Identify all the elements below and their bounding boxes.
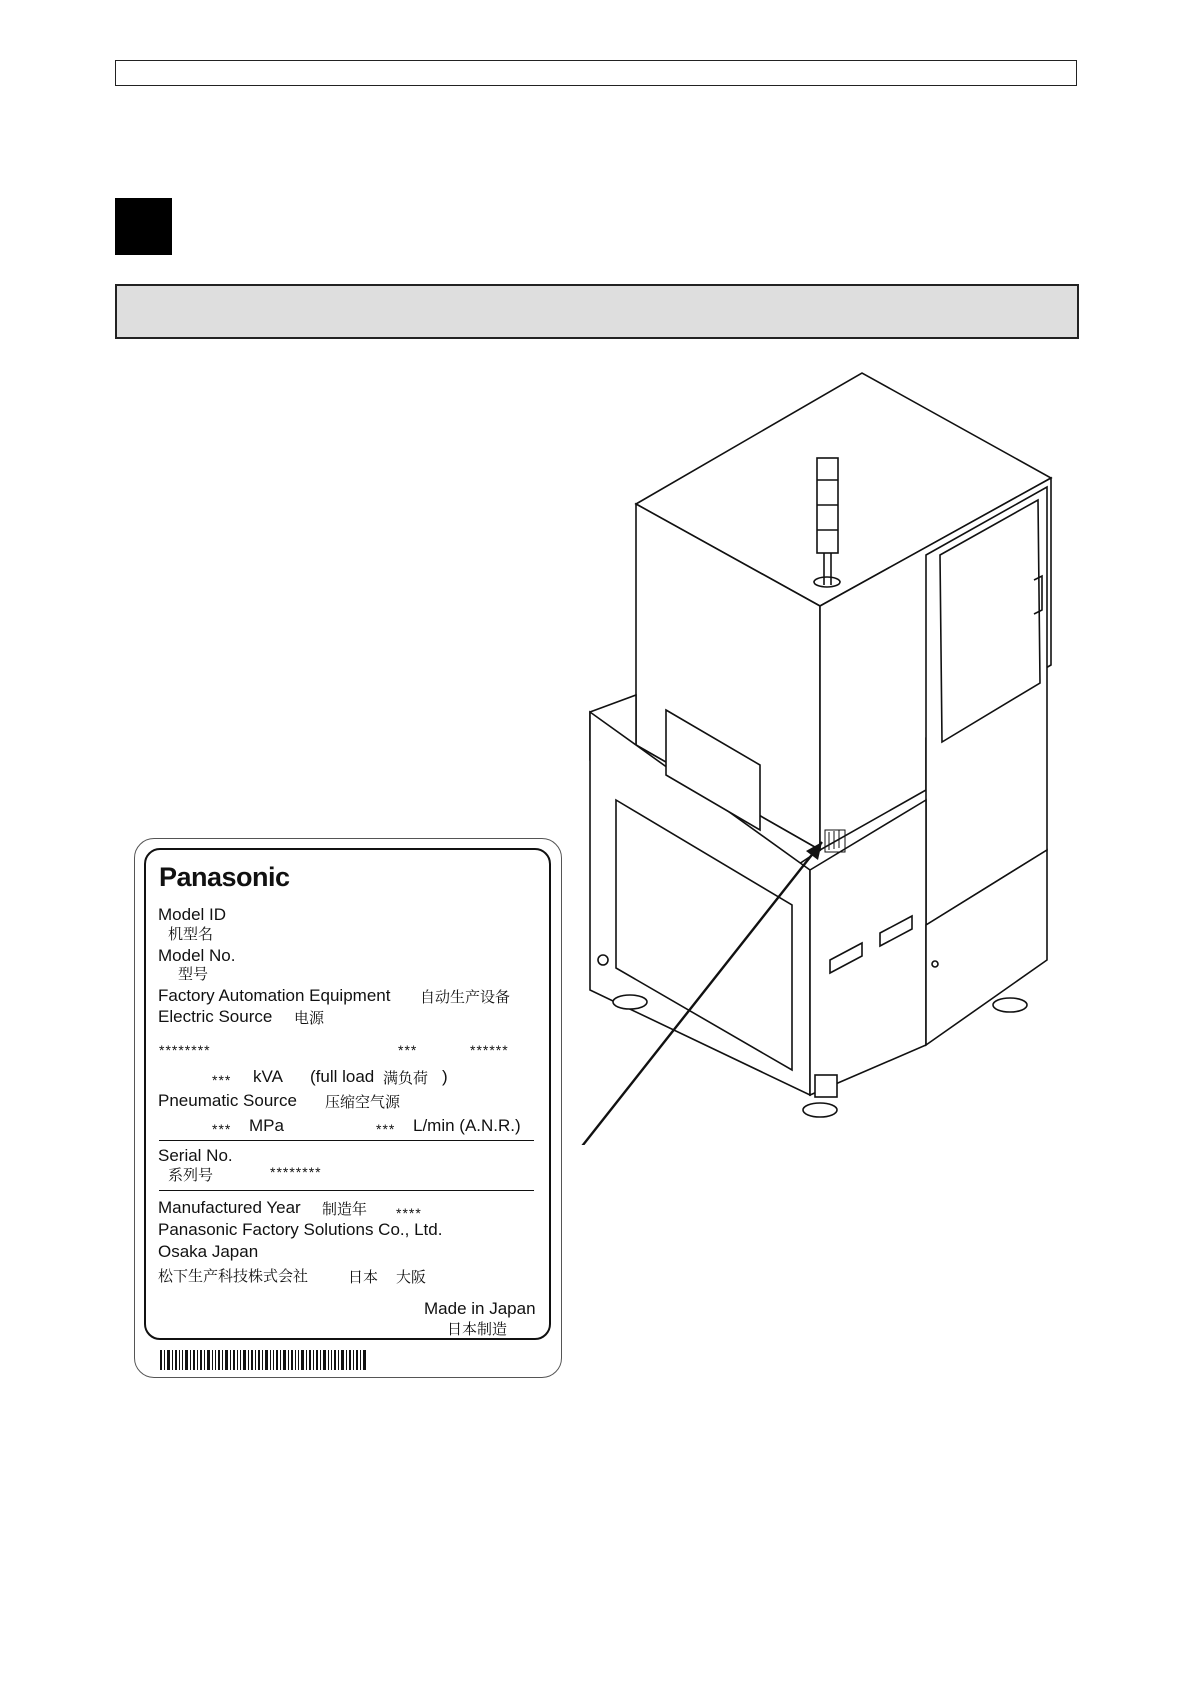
kva-unit: kVA xyxy=(253,1067,283,1086)
made-in-japan-zh: 日本制造 xyxy=(447,1320,508,1338)
machine-illustration xyxy=(560,365,1060,1145)
mpa-value-mask: *** xyxy=(212,1121,232,1137)
mpa-unit: MPa xyxy=(249,1116,284,1135)
equipment-zh: 自动生产设备 xyxy=(420,988,511,1006)
electric-source-zh: 电源 xyxy=(294,1009,325,1027)
osaka-zh: 大阪 xyxy=(396,1268,427,1286)
kva-value-mask: *** xyxy=(212,1072,232,1088)
pneumatic-source-label: Pneumatic Source xyxy=(158,1091,297,1110)
pneumatic-source-zh: 压缩空气源 xyxy=(325,1093,401,1111)
serial-value-mask: ******** xyxy=(270,1164,322,1180)
divider-1 xyxy=(159,1140,534,1141)
electric-source-label: Electric Source xyxy=(158,1007,273,1026)
made-in-japan: Made in Japan xyxy=(424,1299,536,1318)
serial-no-zh: 系列号 xyxy=(168,1166,214,1184)
full-load-label: (full load xyxy=(310,1067,375,1086)
company-city: Osaka Japan xyxy=(158,1242,259,1261)
full-load-close: ) xyxy=(442,1067,448,1086)
japan-zh: 日本 xyxy=(348,1268,379,1286)
mfg-year-zh: 制造年 xyxy=(322,1200,368,1218)
section-marker xyxy=(115,198,172,255)
electric-value-mask-3: ****** xyxy=(470,1042,509,1058)
model-no-zh: 型号 xyxy=(178,965,209,983)
mfg-year-label: Manufactured Year xyxy=(158,1198,301,1217)
company-name: Panasonic Factory Solutions Co., Ltd. xyxy=(158,1220,443,1239)
lmin-value-mask: *** xyxy=(376,1121,396,1137)
model-id-label: Model ID xyxy=(158,905,227,924)
lmin-unit: L/min (A.N.R.) xyxy=(413,1116,521,1135)
electric-value-mask-1: ******** xyxy=(159,1042,211,1058)
model-id-zh: 机型名 xyxy=(168,925,214,943)
divider-2 xyxy=(159,1190,534,1191)
section-title-bar xyxy=(115,284,1079,339)
serial-no-label: Serial No. xyxy=(158,1146,233,1165)
panasonic-logo: Panasonic xyxy=(159,862,290,892)
electric-value-mask-2: *** xyxy=(398,1042,418,1058)
company-name-zh: 松下生产科技株式会社 xyxy=(158,1267,309,1285)
mfg-year-mask: **** xyxy=(396,1205,422,1221)
model-no-label: Model No. xyxy=(158,946,236,965)
machine-door-panel xyxy=(926,487,1047,925)
header-box xyxy=(115,60,1077,86)
equipment-label: Factory Automation Equipment xyxy=(158,986,391,1005)
full-load-zh: 满负荷 xyxy=(383,1069,429,1087)
barcode xyxy=(160,1350,366,1370)
